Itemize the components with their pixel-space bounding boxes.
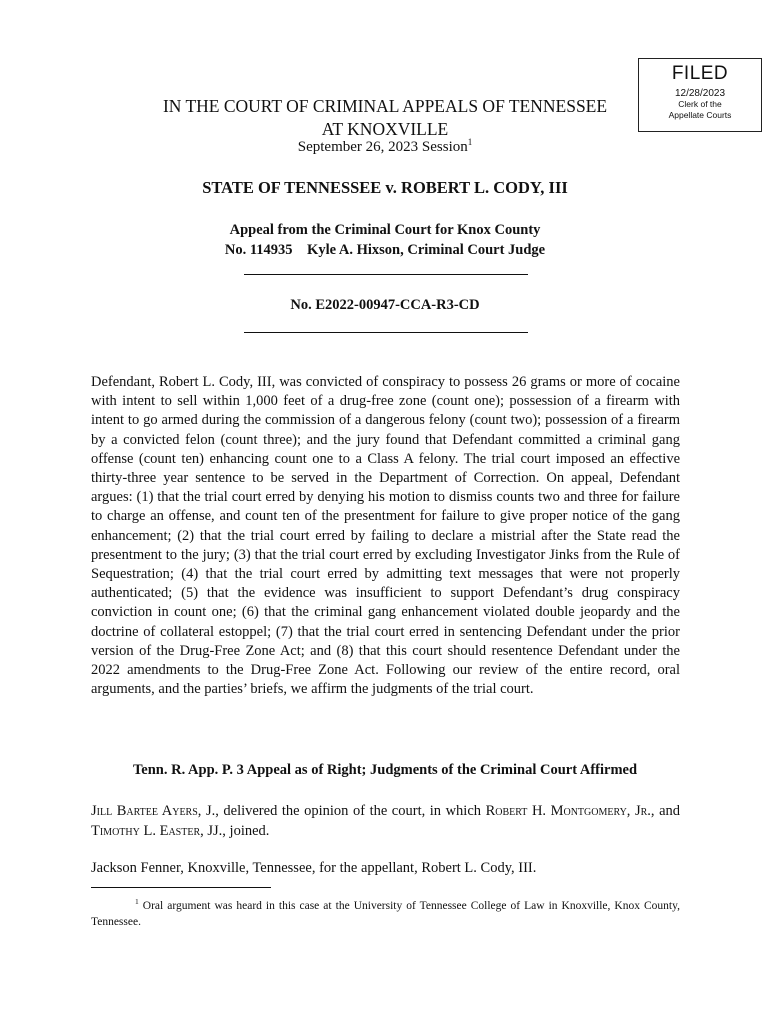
joining-judge-2: Timothy L. Easter [91,823,201,839]
clerk-line-2: Appellate Courts [668,110,732,120]
appeal-info [0,220,770,260]
session-date [0,139,770,156]
court-location: AT KNOXVILLE [321,119,449,139]
footnote-divider [91,887,271,888]
clerk-line-1: Clerk of the [678,99,722,109]
case-abstract: Defendant, Robert L. Cody, III, was convicted of conspiracy to possess 26 grams or more of cocaine with intent to sell within 1,000 feet of a drug-free zone (count one); possession of a firearm with intent to go armed during the commission of a dangerous felony (count two); possession of a firearm by a convicted felon (count three); and the jury found that Defendant committed a criminal gang offense (count ten) enhancing count one to a Class A felony. The trial court imposed an effective thirty-three year sentence to be served in the Department of Correction. On appeal, Defendant argues: (1) that the trial court erred by denying his motion to dismiss counts two and three for failure to charge an offense, and count ten of the presentment for failure to give proper notice of the gang enhancement; (2) that the trial court erred by failing to declare a mistrial after the State read the presentment to the jury; (3) that the trial court erred by excluding Investigator Jinks from the Rule of Sequestration; (4) that the trial court erred by admitting text messages that were not properly authenticated; (5) that the evidence was insufficient to support Defendant’s drug conspiracy conviction in count one; (6) that the criminal gang enhancement violated double jeopardy and the doctrine of collateral estoppel; (7) that the trial court erred in sentencing Defendant under the prior version of the Drug-Free Zone Act; and (8) that this court should resentence Defendant under the 2022 amendments to the Drug-Free Zone Act. Following our review of the entire record, oral arguments, and the parties’ briefs, we affirm the judgments of the trial court. [91,374,680,698]
footnote-text: Oral argument was heard in this case at the University of Tennessee College of Law in Knoxville, Knox County, Tennessee. [91,900,680,928]
authoring-judge: Jill Bartee Ayers, J. [91,803,216,819]
disposition: Tenn. R. App. P. 3 Appeal as of Right; Judgments of the Criminal Court Affirmed [132,762,638,778]
divider-top [244,274,528,275]
counsel-appellant: Jackson Fenner, Knoxville, Tennessee, for the appellant, Robert L. Cody, III. [91,860,537,876]
session-text: September 26, 2023 Session [297,139,468,155]
footnote-mark: 1 [135,897,139,907]
divider-bottom [244,332,528,333]
trial-number-judge: No. 114935 Kyle A. Hixson, Criminal Court Judge [224,242,546,258]
court-name: IN THE COURT OF CRIMINAL APPEALS OF TENNESSEE [162,96,608,116]
joining-judge-1: Robert H. Montgomery, Jr. [485,803,651,819]
opinion-text-3: , JJ., joined. [200,823,270,839]
appeal-from: Appeal from the Criminal Court for Knox County [229,222,541,238]
filed-label: FILED [671,63,729,84]
docket-number: No. E2022-00947-CCA-R3-CD [290,297,480,313]
opinion-authorship [91,801,680,841]
footnote-ref[interactable]: 1 [467,137,473,147]
footnote [91,898,680,930]
opinion-text-2: , and [650,803,681,819]
opinion-text-1: , delivered the opinion of the court, in which [215,803,486,819]
case-caption: STATE OF TENNESSEE v. ROBERT L. CODY, III [202,178,568,197]
court-heading [0,95,770,141]
filed-date: 12/28/2023 [674,88,726,99]
